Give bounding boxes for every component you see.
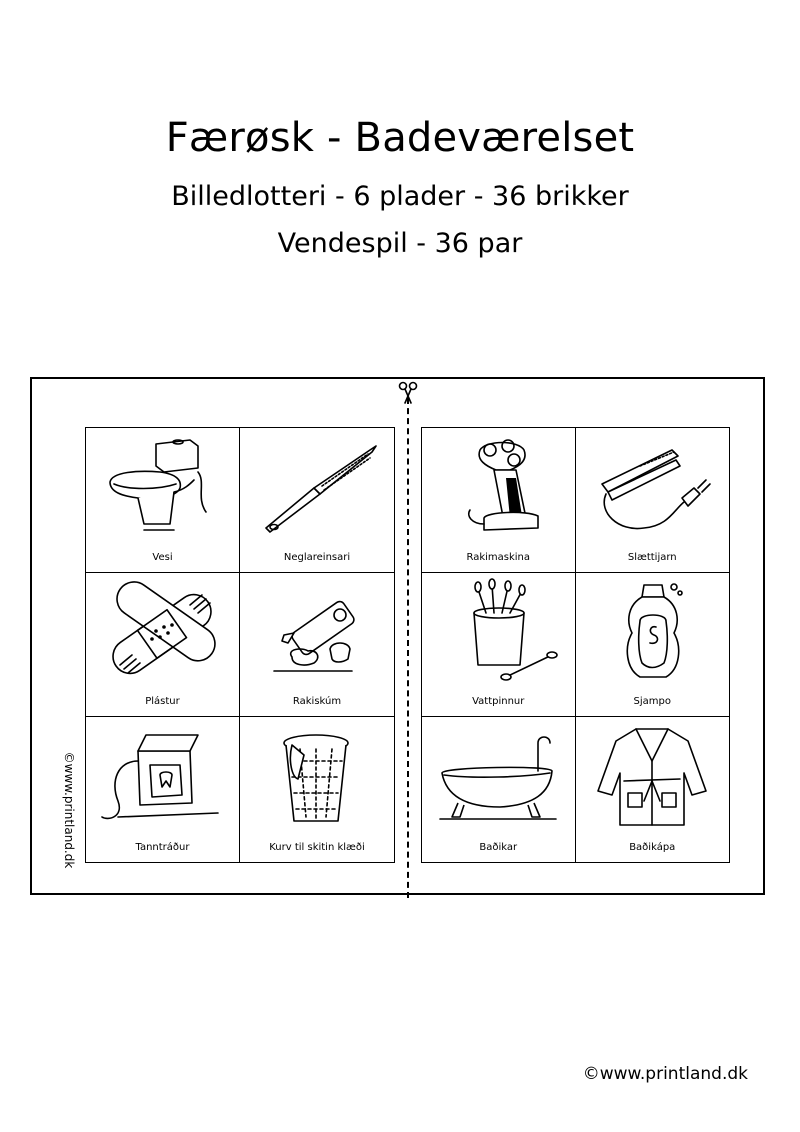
card-cotton-swabs (422, 573, 576, 718)
bathrobe-icon (588, 721, 718, 833)
card-label: Rakimaskina (466, 551, 531, 563)
toilet-icon (98, 432, 228, 544)
laundry-basket-icon (252, 721, 382, 833)
shaving-foam-icon (252, 577, 382, 689)
card-label: Kurv til skitin klæði (269, 842, 365, 853)
bandage-icon (98, 577, 228, 689)
card-shaving-foam (240, 573, 394, 718)
cut-line (407, 398, 409, 898)
card-dental-floss (86, 717, 240, 862)
card-bathtub (422, 717, 576, 862)
card-label: Sjampo (633, 696, 671, 708)
card-shampoo-bottle (576, 573, 730, 718)
nail-file-icon (252, 432, 382, 544)
card-hair-straightener (576, 428, 730, 573)
card-label: Tanntráður (135, 842, 190, 853)
card-nail-file (240, 428, 394, 573)
page-subtitle: Billedlotteri - 6 plader - 36 brikker (171, 181, 629, 212)
card-bathrobe (576, 717, 730, 862)
cotton-swabs-icon (434, 577, 564, 689)
dental-floss-icon (98, 721, 228, 833)
card-label: Vesi (152, 551, 173, 563)
card-label: Vattpinnur (472, 696, 525, 708)
card-electric-shaver (422, 428, 576, 573)
footer-credit: ©www.printland.dk (582, 1064, 748, 1084)
side-credit: ©www.printland.dk (62, 751, 76, 869)
card-laundry-basket (240, 717, 394, 862)
page-title: Færøsk - Badeværelset (165, 115, 635, 161)
card-grid-right (421, 427, 730, 863)
scissors-icon (397, 381, 419, 407)
card-toilet (86, 428, 240, 573)
bathtub-icon (434, 721, 564, 833)
card-label: Baðikar (479, 842, 518, 853)
card-grid-left (85, 427, 395, 863)
page-subtitle-2: Vendespil - 36 par (277, 228, 523, 259)
card-label: Slættijarn (627, 551, 677, 563)
card-label: Rakiskúm (292, 696, 342, 708)
card-label: Neglareinsari (283, 551, 351, 563)
electric-shaver-icon (434, 432, 564, 544)
shampoo-bottle-icon (588, 577, 718, 689)
card-label: Plástur (145, 696, 180, 708)
card-label: Baðikápa (629, 842, 676, 853)
hair-straightener-icon (588, 432, 718, 544)
card-bandage (86, 573, 240, 718)
